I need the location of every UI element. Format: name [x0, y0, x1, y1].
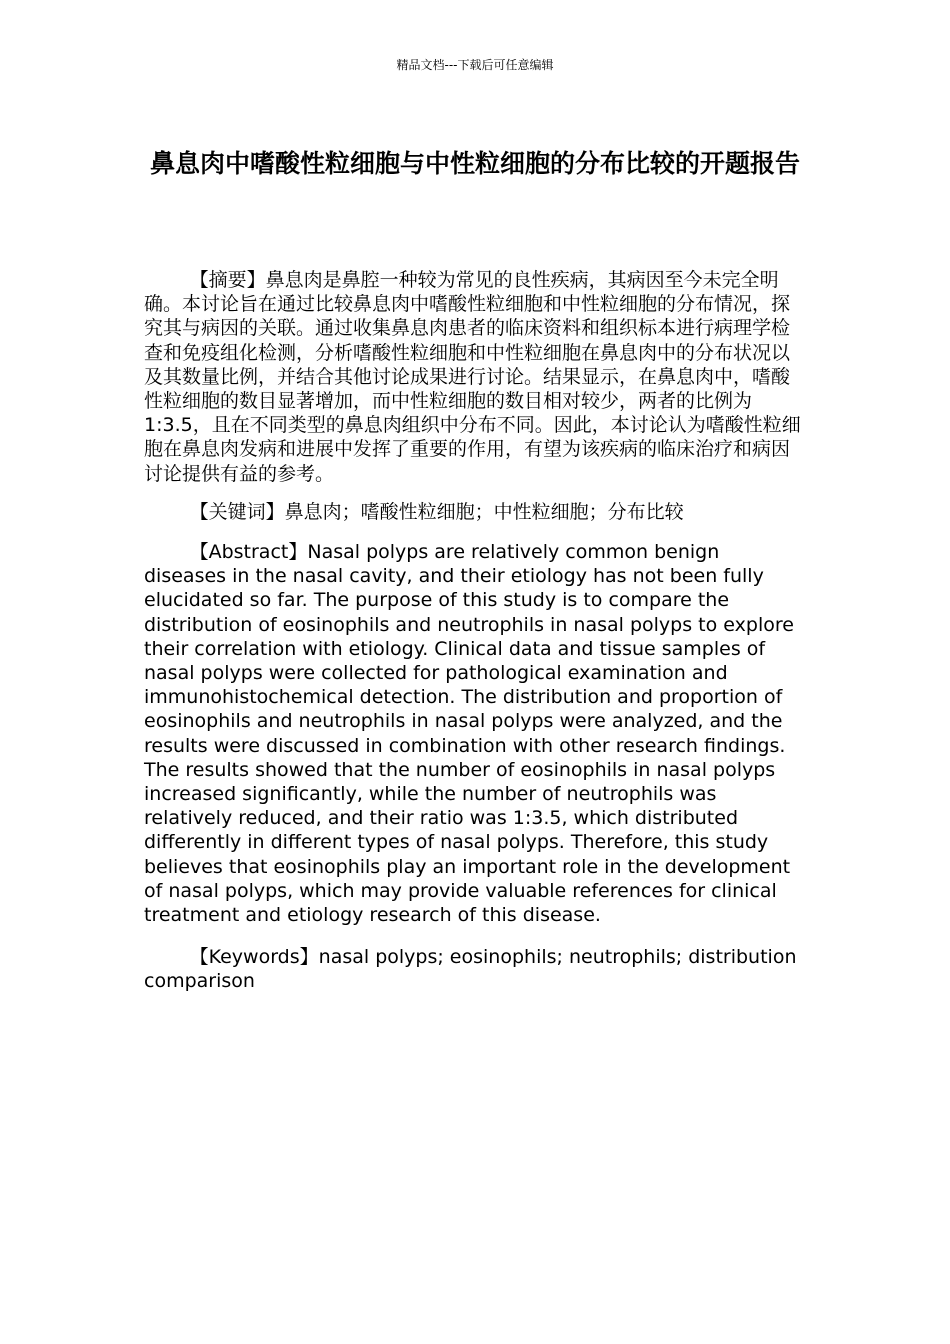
abstract-en-label: 【Abstract】 [189, 541, 308, 564]
keywords-en-label: 【Keywords】 [189, 946, 319, 969]
keywords-en-paragraph [144, 945, 806, 993]
keywords-en-text: nasal polyps; eosinophils; neutrophils; distribution comparison [144, 946, 797, 993]
abstract-en-text: Nasal polyps are relatively common benign diseases in the nasal cavity, and their etiology has not been fully elucidated so far. The purpose of this study is to compare the distribution of eosinophils and neutrophils in nasal polyps to explore their correlation with etiology. Clinical data and tissue samples of nasal polyps were collected for pathological examination and immunohistochemical detection. The distribution and proportion of eosinophils and neutrophils in nasal polyps were analyzed, and the results were discussed in combination with other research findings. The results showed that the number of eosinophils in nasal polyps increased significantly, while the number of neutrophils was relatively reduced, and their ratio was 1:3.5, which distributed differently in different types of nasal polyps. Therefore, this study believes that eosinophils play an important role in the development of nasal polyps, which may provide valuable references for clinical treatment and etiology research of this disease. [144, 541, 794, 927]
document-body [144, 268, 806, 994]
page-header-watermark: 精品文档---下载后可任意编辑 [396, 58, 554, 72]
abstract-zh-paragraph [144, 268, 806, 486]
keywords-zh-label: 【关键词】 [189, 500, 285, 523]
keywords-zh-paragraph [144, 500, 806, 524]
abstract-en-paragraph [144, 540, 806, 927]
keywords-zh-text: 鼻息肉；嗜酸性粒细胞；中性粒细胞；分布比较 [284, 500, 684, 523]
document-title: 鼻息肉中嗜酸性粒细胞与中性粒细胞的分布比较的开题报告 [149, 149, 800, 178]
abstract-zh-label: 【摘要】 [189, 269, 266, 291]
abstract-zh-text: 鼻息肉是鼻腔一种较为常见的良性疾病，其病因至今未完全明确。本讨论旨在通过比较鼻息肉中嗜酸性粒细胞和中性粒细胞的分布情况，探究其与病因的关联。通过收集鼻息肉患者的临床资料和组织标本进行病理学检查和免疫组化检测，分析嗜酸性粒细胞和中性粒细胞在鼻息肉中的分布状况以及其数量比例，并结合其他讨论成果进行讨论。结果显示，在鼻息肉中，嗜酸性粒细胞的数目显著增加，而中性粒细胞的数目相对较少，两者的比例为 1:3.5，且在不同类型的鼻息肉组织中分布不同。因此，本讨论认为嗜酸性粒细胞在鼻息肉发病和进展中发挥了重要的作用，有望为该疾病的临床治疗和病因讨论提供有益的参考。 [144, 269, 801, 485]
